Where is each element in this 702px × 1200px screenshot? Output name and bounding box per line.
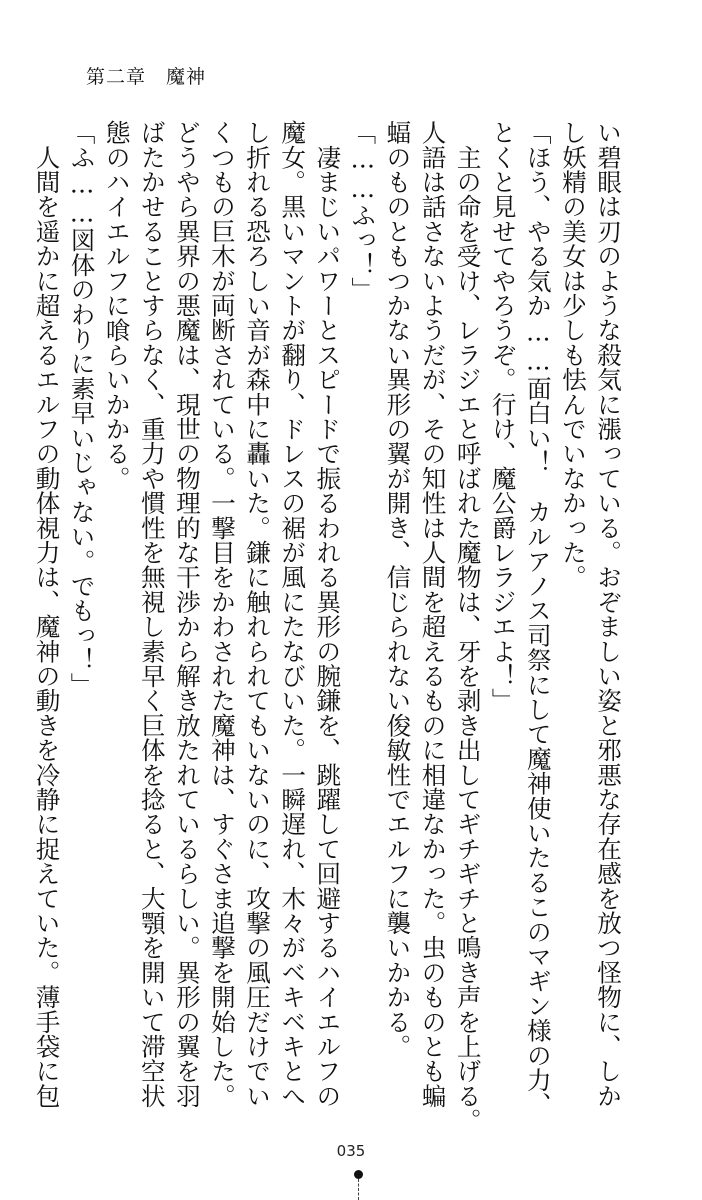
text-column: 「ほう、やる気か……面白い！ カルアノス司祭にして魔神使いたるこのマギン様の力、: [523, 120, 553, 1117]
text-column: どうやら異界の悪魔は、現世の物理的な干渉から解き放たれているらしい。異形の翼を羽: [172, 120, 202, 1108]
page-marker-line: [358, 1179, 359, 1200]
chapter-header: 第二章 魔神: [86, 66, 207, 88]
text-column: い碧眼は刃のような殺気に漲っている。おぞましい姿と邪悪な存在感を放つ怪物に、しか: [594, 120, 623, 1108]
text-column: 凄まじいパワーとスピードで振るわれる異形の腕鎌を、跳躍して回避するハイエルフの: [313, 120, 343, 1108]
text-column: 人間を遥かに超えるエルフの動体視力は、魔神の動きを冷静に捉えていた。薄手袋に包: [32, 120, 62, 1108]
vertical-text-body: [32, 120, 623, 1133]
text-column: 蝠のものともつかない異形の翼が開き、信じられない俊敏性でエルフに襲いかかる。: [383, 120, 413, 1059]
text-column: 「ふ……図体のわりに素早いじゃない。でもっ！」: [67, 120, 97, 697]
text-column: 態のハイエルフに喰らいかかる。: [102, 120, 132, 491]
text-column: し妖精の美女は少しも怯んでいなかった。: [558, 120, 588, 590]
page-marker-dot-icon: [354, 1170, 363, 1179]
text-column: 主の命を受け、レラジエと呼ばれた魔物は、牙を剥き出してギチギチと鳴き声を上げる。: [453, 120, 483, 1133]
page-number: 035: [336, 1142, 366, 1160]
text-column: 魔女。黒いマントが翻り、ドレスの裾が風にたなびいた。一瞬遅れ、木々がベキベキとへ: [278, 120, 308, 1108]
text-column: くつもの巨木が両断されている。一撃目をかわされた魔神は、すぐさま追撃を開始した。: [207, 120, 237, 1108]
text-column: し折れる恐ろしい音が森中に轟いた。鎌に触れられてもいないのに、攻撃の風圧だけでい: [243, 120, 273, 1108]
text-column: 「……ふっ！」: [348, 120, 378, 302]
text-column: 人語は話さないようだが、その知性は人間を超えるものに相違なかった。虫のものとも蝙: [418, 120, 448, 1108]
text-column: とくと見せてやろうぞ。行け、魔公爵レラジエよ！」: [488, 120, 518, 713]
text-column: ばたかせることすらなく、重力や慣性を無視し素早く巨体を捻ると、大顎を開いて滞空状: [137, 120, 167, 1108]
